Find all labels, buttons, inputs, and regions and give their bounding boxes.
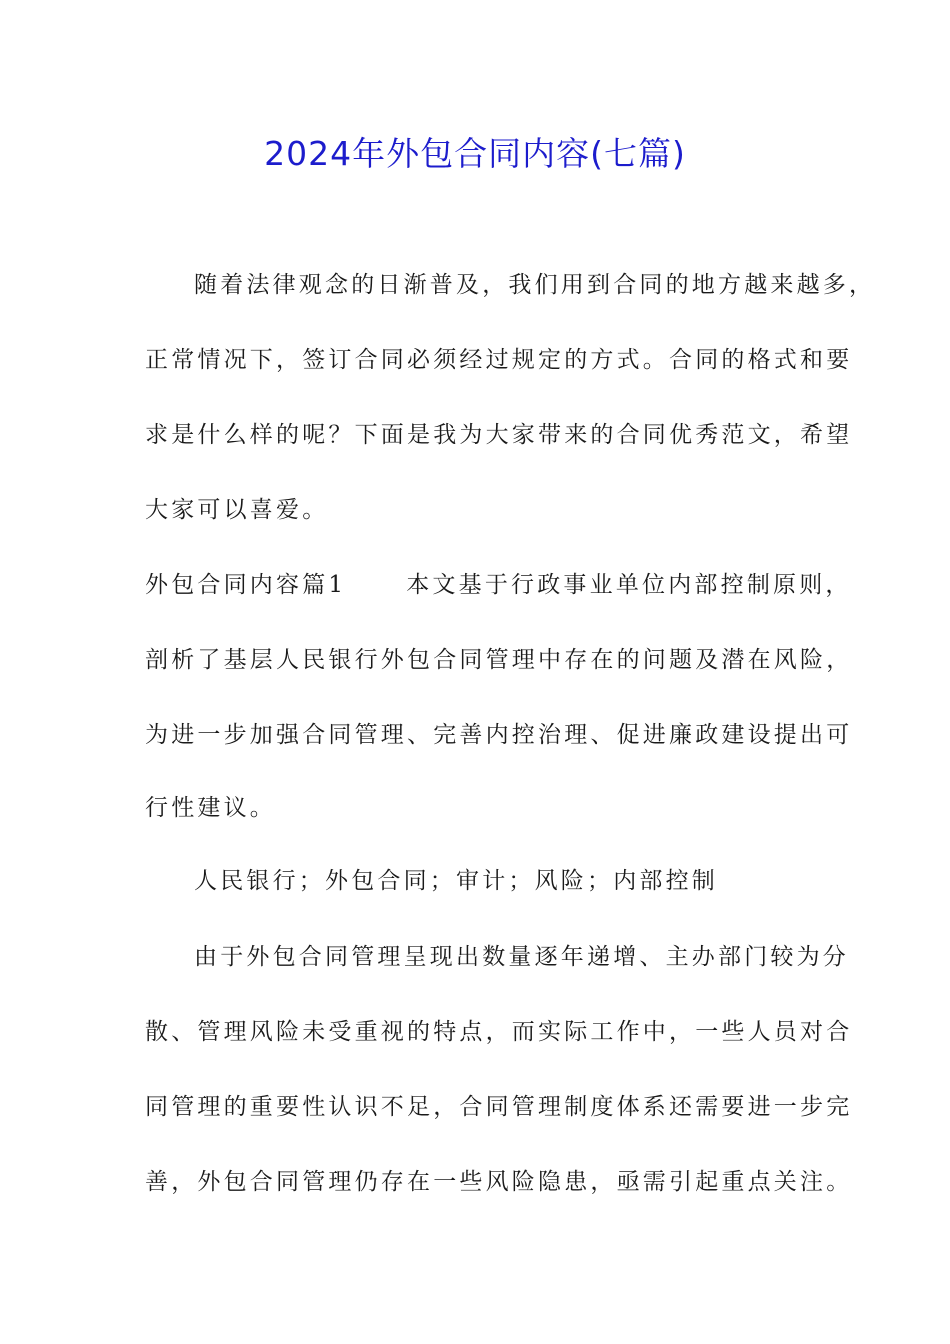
section-1-line-2: 剖析了基层人民银行外包合同管理中存在的问题及潜在风险，	[145, 647, 853, 673]
section-1-keywords: 人民银行；外包合同；审计；风险；内部控制	[194, 868, 718, 894]
body-line-1: 由于外包合同管理呈现出数量逐年递增、主办部门较为分	[194, 944, 849, 970]
section-1-heading: 外包合同内容篇1	[145, 572, 347, 598]
intro-line-2: 正常情况下，签订合同必须经过规定的方式。合同的格式和要	[145, 347, 853, 373]
section-1-first-line	[145, 570, 852, 600]
intro-line-4: 大家可以喜爱。	[145, 497, 329, 523]
section-1-line-1: 本文基于行政事业单位内部控制原则，	[406, 572, 852, 598]
section-1-line-4: 行性建议。	[145, 795, 276, 821]
intro-line-1: 随着法律观念的日渐普及，我们用到合同的地方越来越多，	[194, 272, 876, 298]
intro-line-3: 求是什么样的呢？下面是我为大家带来的合同优秀范文，希望	[145, 422, 853, 448]
document-title: 2024年外包合同内容(七篇)	[264, 134, 686, 173]
body-line-4: 善，外包合同管理仍存在一些风险隐患，亟需引起重点关注。	[145, 1169, 853, 1195]
section-1-line-3: 为进一步加强合同管理、完善内控治理、促进廉政建设提出可	[145, 722, 853, 748]
body-line-2: 散、管理风险未受重视的特点，而实际工作中，一些人员对合	[145, 1019, 853, 1045]
body-line-3: 同管理的重要性认识不足，合同管理制度体系还需要进一步完	[145, 1094, 853, 1120]
